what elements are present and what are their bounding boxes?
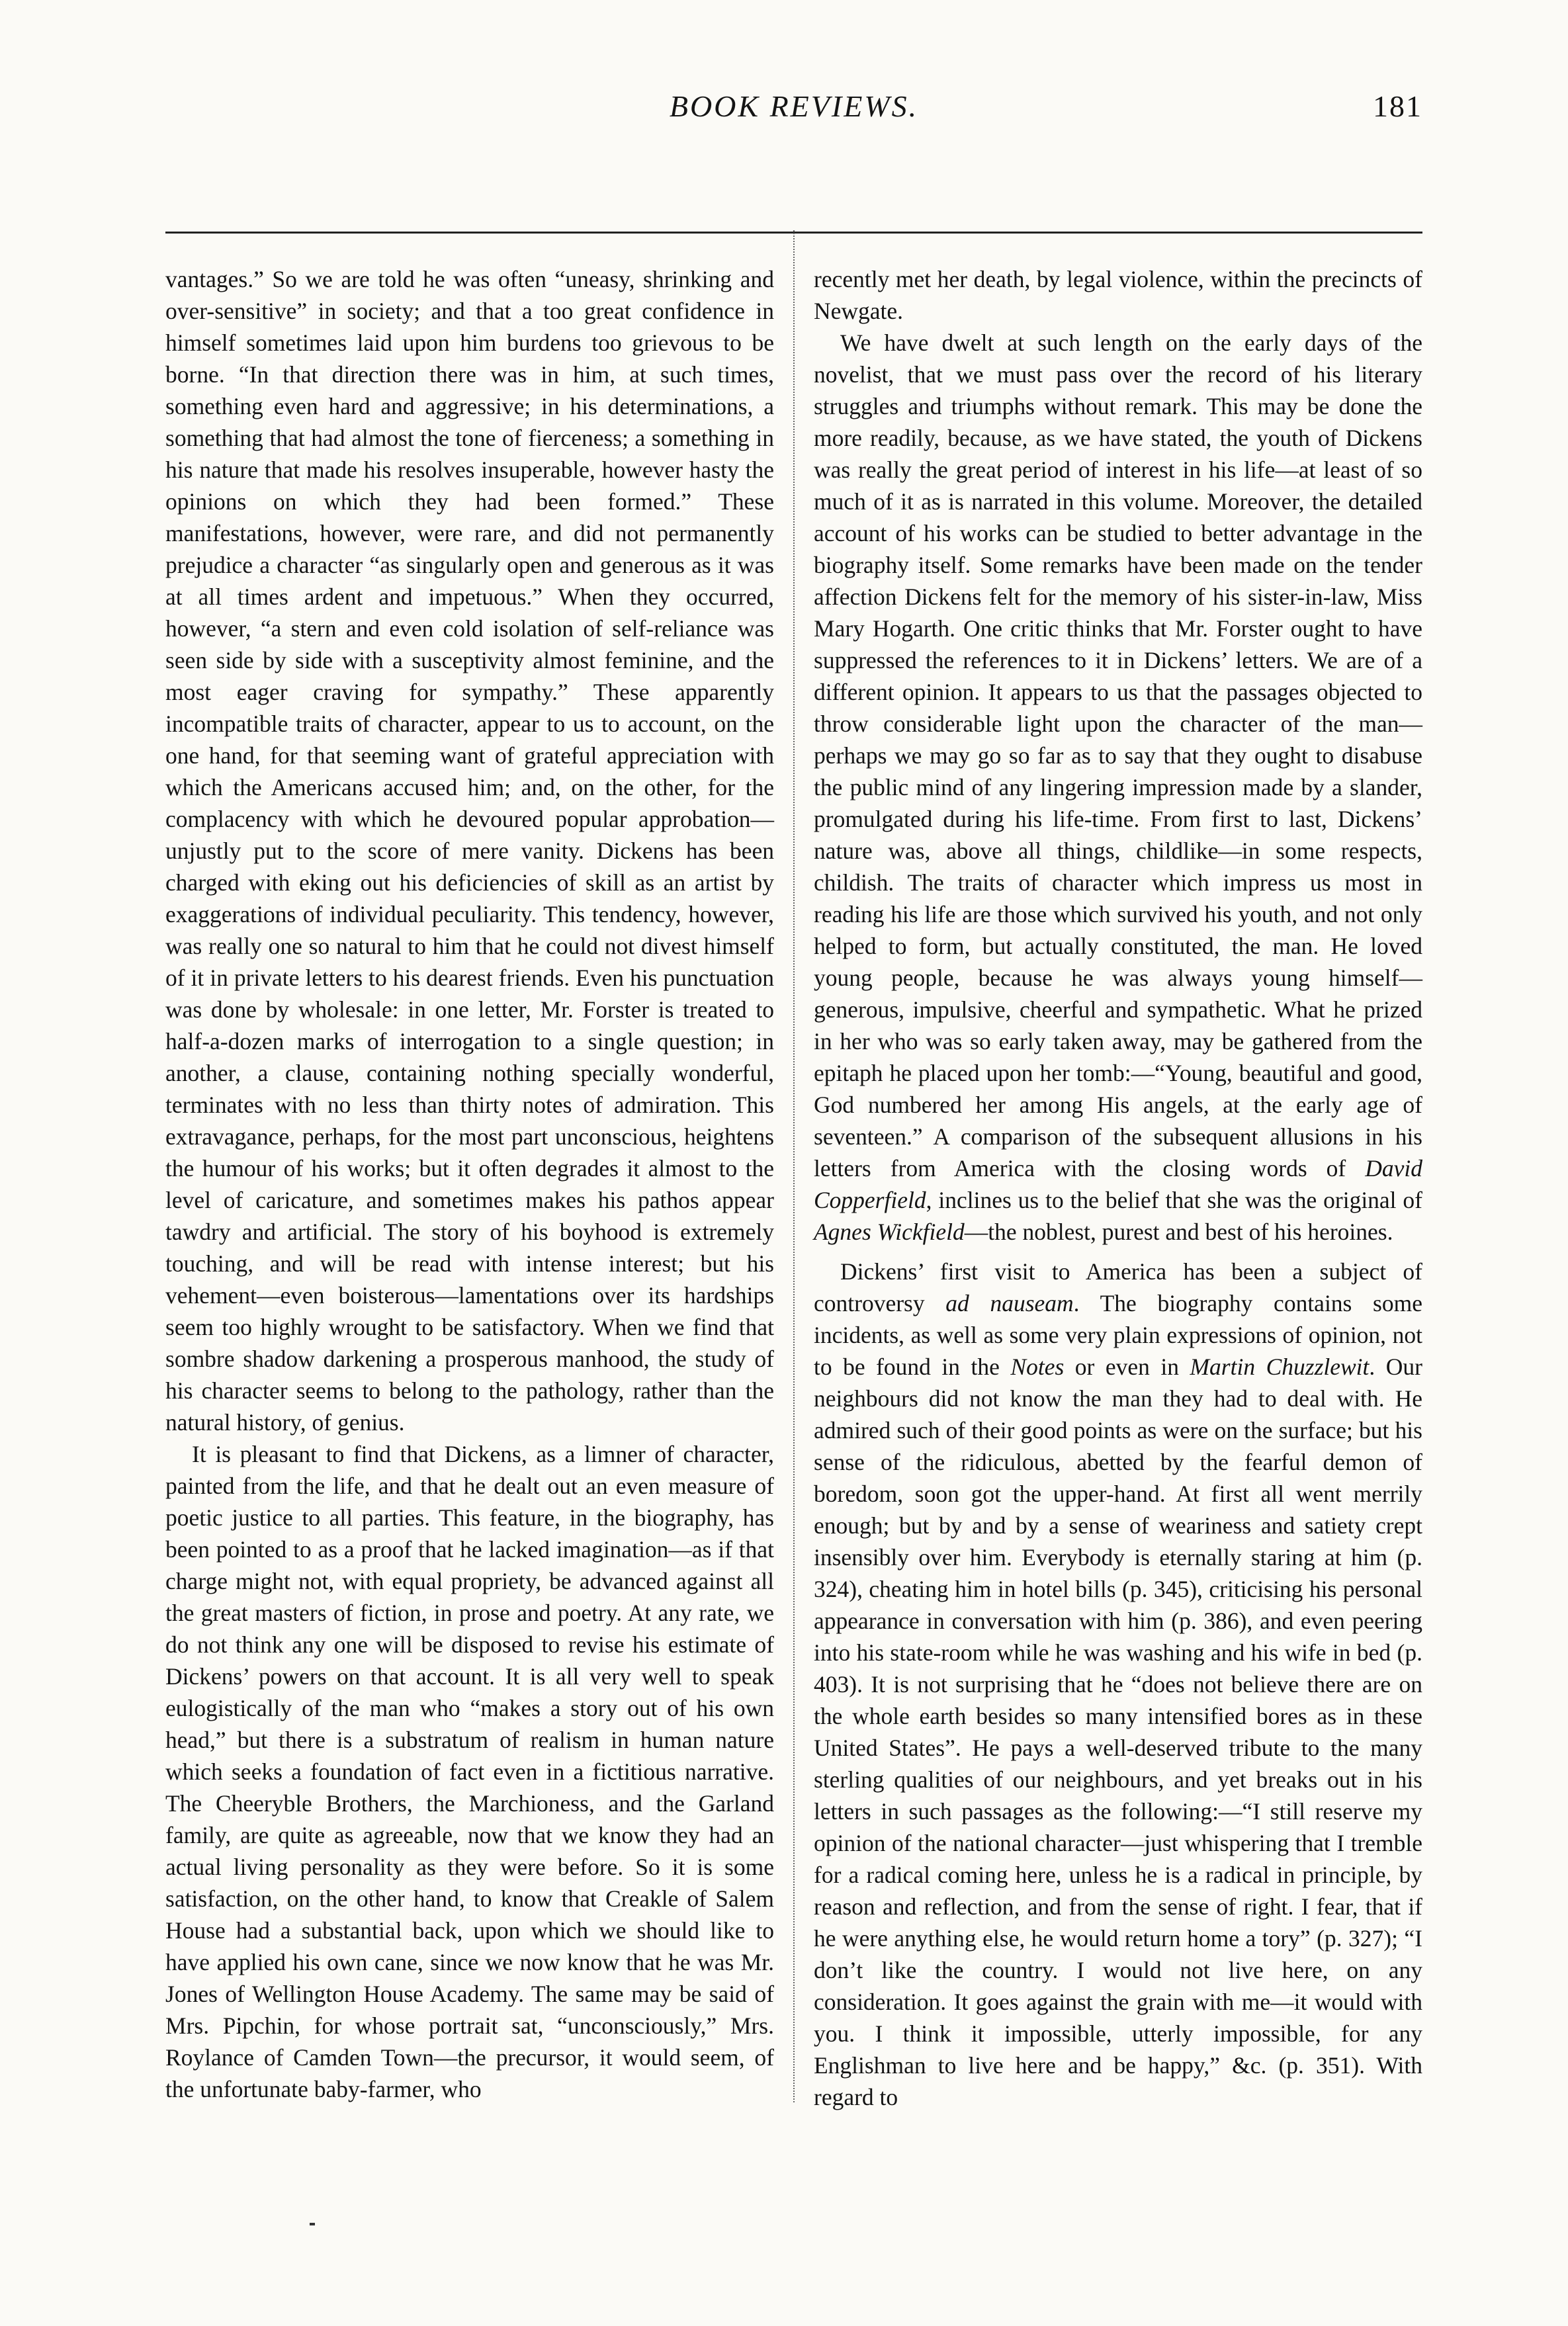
page-number: 181 <box>1373 89 1422 123</box>
column-divider <box>793 230 795 2102</box>
text-run: recently met her death, by legal violence, within the precincts of Newgate. <box>814 266 1422 324</box>
text-run: , inclines us to the belief that she was the original of <box>926 1187 1422 1213</box>
text-columns <box>165 263 1422 2248</box>
italic-title: Martin Chuzzlewit <box>1190 1354 1370 1380</box>
italic-title: David Copperfield <box>814 1155 1422 1213</box>
left-column <box>165 263 774 2105</box>
running-title: BOOK REVIEWS. <box>669 89 919 123</box>
paragraph <box>814 327 1422 1248</box>
paragraph <box>165 1438 774 2105</box>
text-run: vantages.” So we are told he was often “uneasy, shrinking and over-sensitive” in society; and that a too great confidence in himself sometimes laid upon him burdens too grievous to be borne. “In that direction there was in him, at such times, something even hard and aggressive; in his determinations, a something that had almost the tone of fierceness; a something in his nature that made his resolves insuperable, however hasty the opinions on which they had been formed.” These manifestations, however, were rare, and did not permanently prejudice a character “as singularly open and generous as it was at all times ardent and impetuous.” When they occurred, however, “a stern and even cold isolation of self-reliance was seen side by side with a susceptivity almost feminine, and the most eager craving for sympathy.” These apparently incompatible traits of character, appear to us to account, on the one hand, for that seeming want of grateful appreciation with which the Americans accused him; and, on the other, for the complacency with which he devoured popular approbation—unjustly put to the score of mere vanity. Dickens has been charged with eking out his deficiencies of skill as an artist by exaggerations of individual peculiarity. This tendency, however, was really one so natural to him that he could not divest himself of it in private letters to his dearest friends. Even his punctuation was done by wholesale: in one letter, Mr. Forster is treated to half-a-dozen marks of interrogation to a single question; in another, a clause, containing nothing specially wonderful, terminates with no less than thirty notes of admiration. This extravagance, perhaps, for the most part unconscious, heightens the humour of his works; but it often degrades it almost to the level of caricature, and sometimes makes his pathos appear tawdry and artificial. The story of his boyhood is extremely touching, and will be read with intense interest; but his vehement—even boisterous—lamentations over its hardships seem too highly wrought to be satisfactory. When we find that sombre shadow darkening a prosperous manhood, the study of his character seems to belong to the pathology, rather than the natural history, of genius. <box>165 266 774 1436</box>
page-header <box>165 85 1422 138</box>
ink-mark <box>310 2223 315 2225</box>
paragraph <box>165 263 774 1438</box>
text-run: Dickens’ first visit to America has been a subject of controversy <box>814 1258 1422 1316</box>
text-run: . Our neighbours did not know the man they had to deal with. He admired such of their good points as were on the surface; but his sense of the ridiculous, abetted by the fearful demon of boredom, soon got the upper-hand. At first all went merrily enough; but by and by a sense of weariness and satiety crept insensibly over him. Everybody is eternally staring at him (p. 324), cheating him in hotel bills (p. 345), criticising his personal appearance in conversation with him (p. 386), and even peering into his state-room while he was washing and his wife in bed (p. 403). It is not surprising that he “does not believe there are on the whole earth besides so many intensified bores as in these United States”. He pays a well-deserved tribute to the many sterling qualities of our neighbours, and yet breaks out in his letters in such passages as the following:—“I still reserve my opinion of the national character—just whispering that I tremble for a radical coming here, unless he is a radical in principle, by reason and reflection, and from the sense of right. I fear, that if he were anything else, he would return home a tory” (p. 327); “I don’t like the country. I would not live here, on any consideration. It goes against the grain with me—it would with you. I think it impossible, utterly impossible, for any Englishman to live here and be happy,” &c. (p. 351). With regard to <box>814 1354 1423 2110</box>
text-run: It is pleasant to find that Dickens, as a limner of character, painted from the life, and that he dealt out an even measure of poetic justice to all parties. This feature, in the biography, has been pointed to as a proof that he lacked imagination—as if that charge might not, with equal propriety, be advanced against all the great masters of fiction, in prose and poetry. At any rate, we do not think any one will be disposed to revise his estimate of Dickens’ powers on that account. It is all very well to speak eulogistically of the man who “makes a story out of his own head,” but there is a substratum of realism in human nature which seeks a foundation of fact even in a fictitious narrative. The Cheeryble Brothers, the Marchioness, and the Garland family, are quite as agreeable, now that we know they had an actual living personality as they were before. So it is some satisfaction, on the other hand, to know that Creakle of Salem House had a substantial back, upon which we should like to have applied his own cane, since we now know that he was Mr. Jones of Wellington House Academy. The same may be said of Mrs. Pipchin, for whose portrait sat, “unconsciously,” Mrs. Roylance of Camden Town—the precursor, it would seem, of the unfortunate baby-farmer, who <box>165 1441 774 2102</box>
italic-title: ad nauseam <box>945 1290 1074 1316</box>
italic-title: Notes <box>1010 1354 1065 1380</box>
italic-title: Agnes Wickfield <box>814 1219 965 1245</box>
right-column <box>814 263 1422 2113</box>
paragraph <box>814 263 1422 327</box>
paragraph <box>814 1256 1422 2113</box>
text-run: . The biography contains some incidents, as well as some very plain expressions of opinion, not to be found in the <box>814 1290 1422 1380</box>
text-run: —the noblest, purest and best of his heroines. <box>964 1219 1393 1245</box>
book-page <box>165 85 1423 2110</box>
text-run: We have dwelt at such length on the early days of the novelist, that we must pass over the record of his literary struggles and triumphs without remark. This may be done the more readily, because, as we have stated, the youth of Dickens was really the great period of interest in his life—at least of so much of it as is narrated in this volume. Moreover, the detailed account of his works can be studied to better advantage in the biography itself. Some remarks have been made on the tender affection Dickens felt for the memory of his sister-in-law, Miss Mary Hogarth. One critic thinks that Mr. Forster ought to have suppressed the references to it in Dickens’ letters. We are of a different opinion. It appears to us that the passages objected to throw considerable light upon the character of the man—perhaps we may go so far as to say that they ought to disabuse the public mind of any lingering impression made by a slander, promulgated during his life-time. From first to last, Dickens’ nature was, above all things, childlike—in some respects, childish. The traits of character which impress us most in reading his life are those which survived his youth, and not only helped to form, but actually constituted, the man. He loved young people, because he was always young himself—generous, impulsive, cheerful and sympathetic. What he prized in her who was so early taken away, may be gathered from the epitaph he placed upon her tomb:—“Young, beautiful and good, God numbered her among His angels, at the early age of seventeen.” A comparison of the subsequent allusions in his letters from America with the closing words of <box>814 329 1422 1182</box>
text-run: or even in <box>1064 1354 1190 1380</box>
